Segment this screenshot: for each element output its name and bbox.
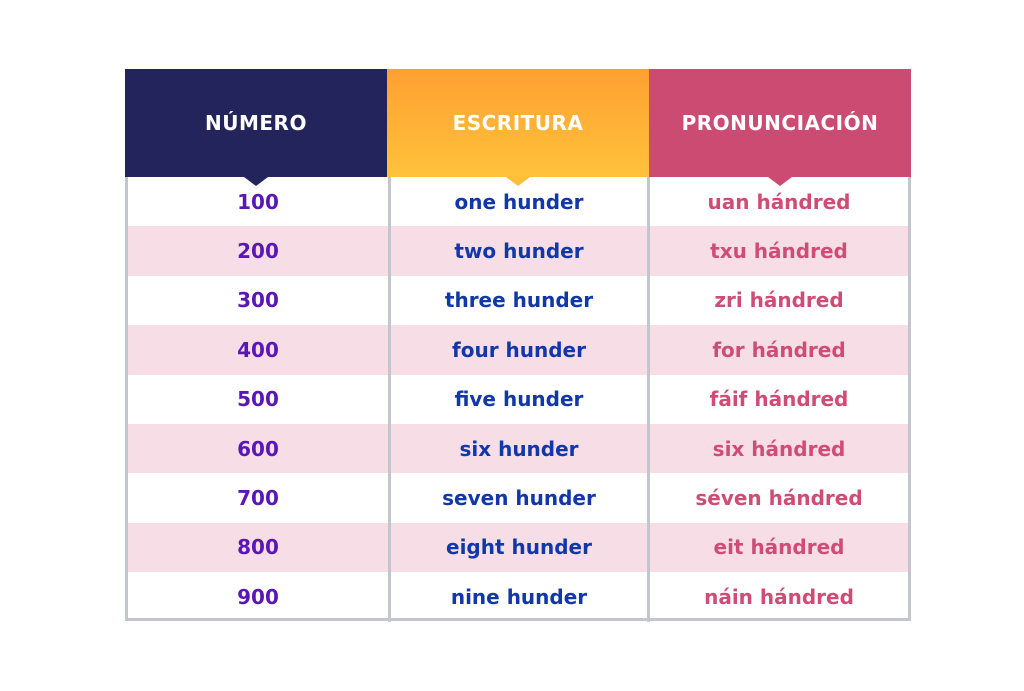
cell-pronunciacion: uan hándred	[707, 189, 851, 214]
table-row	[128, 226, 908, 275]
table-row	[128, 276, 908, 325]
cell-escritura: four hunder	[388, 325, 650, 374]
cell-pronunciacion: for hándred	[712, 337, 846, 362]
cell-pronunciacion: txu hándred	[710, 239, 848, 264]
cell-numero: 900	[237, 584, 279, 609]
cell-escritura: one hunder	[388, 177, 650, 226]
header-numero: NÚMERO	[125, 69, 387, 177]
cell-escritura: six hunder	[388, 424, 650, 473]
cell-pronunciacion: fáif hándred	[709, 387, 849, 412]
cell-numero: 500	[237, 387, 279, 412]
cell-escritura: nine hunder	[388, 572, 650, 621]
cell-numero: 400	[237, 337, 279, 362]
cell-pronunciacion: náin hándred	[704, 584, 854, 609]
table-row	[128, 375, 908, 424]
cell-escritura: three hunder	[388, 276, 650, 325]
cell-escritura: five hunder	[388, 375, 650, 424]
cell-pronunciacion: six hándred	[712, 436, 846, 461]
table-body	[128, 177, 908, 622]
header-escritura: ESCRITURA	[387, 69, 649, 177]
table-row	[128, 325, 908, 374]
cell-pronunciacion: eit hándred	[713, 535, 845, 560]
cell-numero: 100	[237, 189, 279, 214]
cell-numero: 600	[237, 436, 279, 461]
cell-pronunciacion: zri hándred	[714, 288, 844, 313]
table-row	[128, 177, 908, 226]
table-header	[125, 69, 911, 177]
cell-numero: 200	[237, 239, 279, 264]
cell-escritura: seven hunder	[388, 473, 650, 522]
cell-numero: 300	[237, 288, 279, 313]
cell-escritura: two hunder	[388, 226, 650, 275]
numbers-table	[125, 69, 911, 621]
cell-escritura: eight hunder	[388, 523, 650, 572]
cell-numero: 700	[237, 486, 279, 511]
table-row	[128, 523, 908, 572]
table-row	[128, 572, 908, 621]
table-row	[128, 424, 908, 473]
header-pronunciacion: PRONUNCIACIÓN	[649, 69, 911, 177]
cell-numero: 800	[237, 535, 279, 560]
table-row	[128, 473, 908, 522]
cell-pronunciacion: séven hándred	[695, 486, 863, 511]
